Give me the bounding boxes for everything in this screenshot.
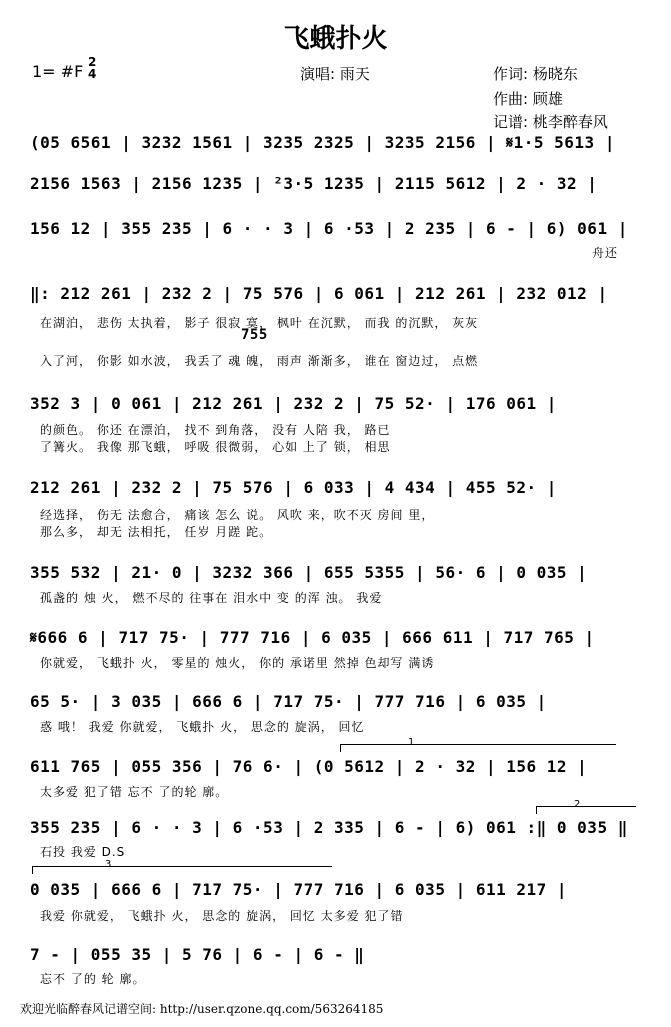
lyric-line: 太多爱 犯了错 忘不 了的轮 廓。 (40, 785, 229, 799)
lyric-line: 在湖泊， 悲伤 太执着， 影子 很寂 寞， 枫叶 在沉默， 而我 的沉默， 灰灰 (40, 316, 479, 330)
score-row: 355 235 | 6 · · 3 | 6 ·53 | 2 335 | 6 - | 6) 061 :‖ 0 035 ‖ (30, 818, 628, 837)
score-row: 156 12 | 355 235 | 6 · · 3 | 6 ·53 | 2 235 | 6 - | 6) 061 | (30, 219, 628, 238)
score-row: 212 261 | 232 2 | 75 576 | 6 033 | 4 434 | 455 52· | (30, 478, 557, 497)
score-row: 352 3 | 0 061 | 212 261 | 232 2 | 75 52· | 176 061 | (30, 394, 557, 413)
key-signature: 1= #F (32, 62, 84, 81)
lyric-line: 经选择， 伤无 法愈合， 痛该 怎么 说。 风吹 来，吹不灭 房间 里， (40, 508, 435, 522)
singer-credit: 演唱: 雨天 (300, 65, 370, 83)
lyric-line: 惑 哦！ 我爱 你就爱， 飞蛾扑 火， 思念的 旋涡， 回忆 (40, 720, 365, 734)
scorer-credit: 记谱: 桃李醉春风 (493, 113, 608, 131)
song-title: 飞蛾扑火 (283, 24, 388, 54)
score-row: ‖: 212 261 | 232 2 | 75 576 | 6 061 | 212 261 | 232 012 | (30, 284, 608, 303)
lyric-line: 的颜色。 你还 在漂泊， 找不 到角落， 没有 人陪 我， 路已 (40, 423, 391, 437)
volta-bracket-3-start (32, 866, 33, 874)
lyric-line: 你就爱， 飞蛾扑 火， 零星的 烛火， 你的 承诺里 然掉 色却写 满诱 (40, 656, 435, 670)
lyric-line: 了篝火。 我像 那飞蛾， 呼吸 很微弱， 心如 上了 锁， 相思 (40, 440, 391, 454)
volta-number-1: 1 (408, 737, 415, 748)
lyric-line: 舟还 (592, 246, 619, 260)
lyric-line: 孤盏的 烛 火， 燃不尽的 往事在 泪水中 变 的浑 浊。 我爱 (40, 591, 383, 605)
volta-bracket-2-start (536, 806, 537, 814)
lyric-line: 石投 我爱 D.S (40, 845, 126, 859)
volta-bracket-2 (536, 806, 636, 807)
lyric-line: 入了河， 你影 如水波， 我丢了 魂 魄， 雨声 渐渐多， 谁在 窗边过， 点燃 (40, 354, 479, 368)
lyric-line: 那么多， 却无 法相托， 任岁 月蹉 跎。 (40, 525, 273, 539)
score-row: 2156 1563 | 2156 1235 | ²3·5 1235 | 2115 5612 | 2 · 32 | (30, 174, 598, 193)
composer-credit: 作曲: 顾雄 (493, 90, 563, 108)
score-row: 611 765 | 055 356 | 76 6· | (0 5612 | 2 · 32 | 156 12 | (30, 757, 588, 776)
footer-credit: 欢迎光临醉春风记谱空间: http://user.qzone.qq.com/563264185 (20, 1002, 384, 1016)
lyric-line: 忘不 了的 轮 廓。 (40, 972, 146, 986)
volta-bracket-1-start (340, 744, 341, 752)
score-row: 7 - | 055 35 | 5 76 | 6 - | 6 - ‖ (30, 945, 365, 964)
lyric-line: 我爱 你就爱， 飞蛾扑 火， 思念的 旋涡， 回忆 太多爱 犯了错 (40, 909, 404, 923)
score-row: (05 6561 | 3232 1561 | 3235 2325 | 3235 2156 | 𝄋1·5 5613 | (30, 133, 615, 152)
alt-note: 755 (241, 327, 268, 343)
score-row: 355 532 | 21· 0 | 3232 366 | 655 5355 | 56· 6 | 0 035 | (30, 563, 588, 582)
lyricist-credit: 作词: 杨晓东 (493, 65, 578, 83)
time-sig-top: 2 (88, 55, 97, 69)
volta-bracket-1 (340, 744, 616, 745)
volta-number-2: 2 (574, 799, 581, 810)
time-signature (88, 56, 96, 80)
volta-bracket-3 (32, 866, 332, 867)
score-row: 65 5· | 3 035 | 666 6 | 717 75· | 777 716 | 6 035 | (30, 692, 547, 711)
score-row: 𝄋666 6 | 717 75· | 777 716 | 6 035 | 666 611 | 717 765 | (30, 628, 595, 647)
volta-number-3: 3 (105, 859, 112, 870)
time-sig-bottom: 4 (88, 67, 97, 81)
score-row: 0 035 | 666 6 | 717 75· | 777 716 | 6 035 | 611 217 | (30, 880, 568, 899)
